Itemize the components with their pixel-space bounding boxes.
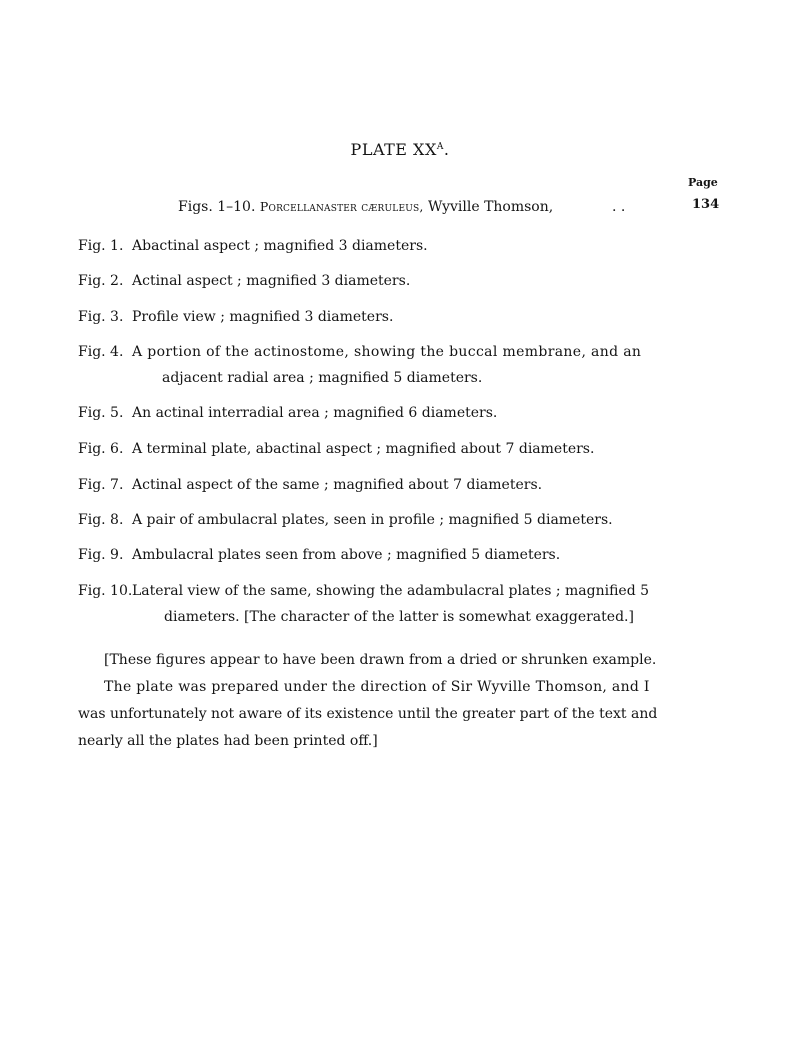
figure-description: Actinal aspect ; magnified 3 diameters. — [132, 273, 411, 289]
plate-title-superscript: A — [436, 142, 444, 152]
figure-number: Fig. 8. — [78, 512, 124, 528]
figure-entry — [78, 405, 497, 421]
species-name: Porcellanaster cæruleus, — [259, 199, 424, 214]
figure-number: Fig. 5. — [78, 405, 124, 421]
figure-number: Fig. 3. — [78, 309, 124, 325]
figure-description-continuation: diameters. [The character of the latter is somewhat exaggerated.] — [164, 609, 634, 625]
plate-title-dot: . — [443, 140, 450, 159]
figure-description: Lateral view of the same, showing the adambulacral plates ; magnified 5 — [132, 583, 650, 599]
figure-description: Ambulacral plates seen from above ; magnified 5 diameters. — [132, 547, 561, 563]
figs-range: Figs. 1–10. — [178, 199, 256, 215]
leader-dots: . . — [612, 199, 626, 215]
figure-entry — [78, 583, 649, 599]
figure-entry — [78, 512, 613, 528]
figure-number: Fig. 1. — [78, 238, 124, 254]
figure-number: Fig. 7. — [78, 477, 124, 493]
species-author: Wyville Thomson, — [428, 199, 554, 215]
figure-description: A portion of the actinostome, showing the buccal membrane, and an — [132, 344, 642, 360]
figure-entry — [78, 238, 428, 254]
figure-description: A terminal plate, abactinal aspect ; magnified about 7 diameters. — [132, 441, 595, 457]
figure-description: Profile view ; magnified 3 diameters. — [132, 309, 394, 325]
editorial-note-line: The plate was prepared under the direction of Sir Wyville Thomson, and I — [104, 679, 650, 695]
figure-entry — [78, 547, 560, 563]
page-column-label: Page — [688, 176, 718, 189]
figure-description: An actinal interradial area ; magnified 6 diameters. — [132, 405, 498, 421]
editorial-note-line: nearly all the plates had been printed off.] — [78, 733, 378, 749]
figure-entry — [78, 477, 542, 493]
page-number: 134 — [692, 197, 720, 212]
figure-description: Actinal aspect of the same ; magnified about 7 diameters. — [132, 477, 543, 493]
figure-number: Fig. 9. — [78, 547, 124, 563]
editorial-note-line: [These figures appear to have been drawn from a dried or shrunken example. — [104, 652, 657, 668]
figure-entry — [78, 309, 393, 325]
figure-entry — [78, 441, 594, 457]
figure-number: Fig. 2. — [78, 273, 124, 289]
figs-index-line — [178, 199, 553, 215]
figure-number: Fig. 6. — [78, 441, 124, 457]
figure-description: A pair of ambulacral plates, seen in profile ; magnified 5 diameters. — [132, 512, 613, 528]
figure-description-continuation: adjacent radial area ; magnified 5 diameters. — [162, 370, 483, 386]
plate-title — [0, 140, 800, 159]
figure-entry — [78, 273, 410, 289]
figure-description: Abactinal aspect ; magnified 3 diameters. — [132, 238, 428, 254]
editorial-note-line: was unfortunately not aware of its existence until the greater part of the text and — [78, 706, 658, 722]
plate-title-text: PLATE XX — [350, 140, 437, 159]
figure-entry — [78, 344, 641, 360]
figure-number: Fig. 10. — [78, 583, 133, 599]
figure-number: Fig. 4. — [78, 344, 124, 360]
